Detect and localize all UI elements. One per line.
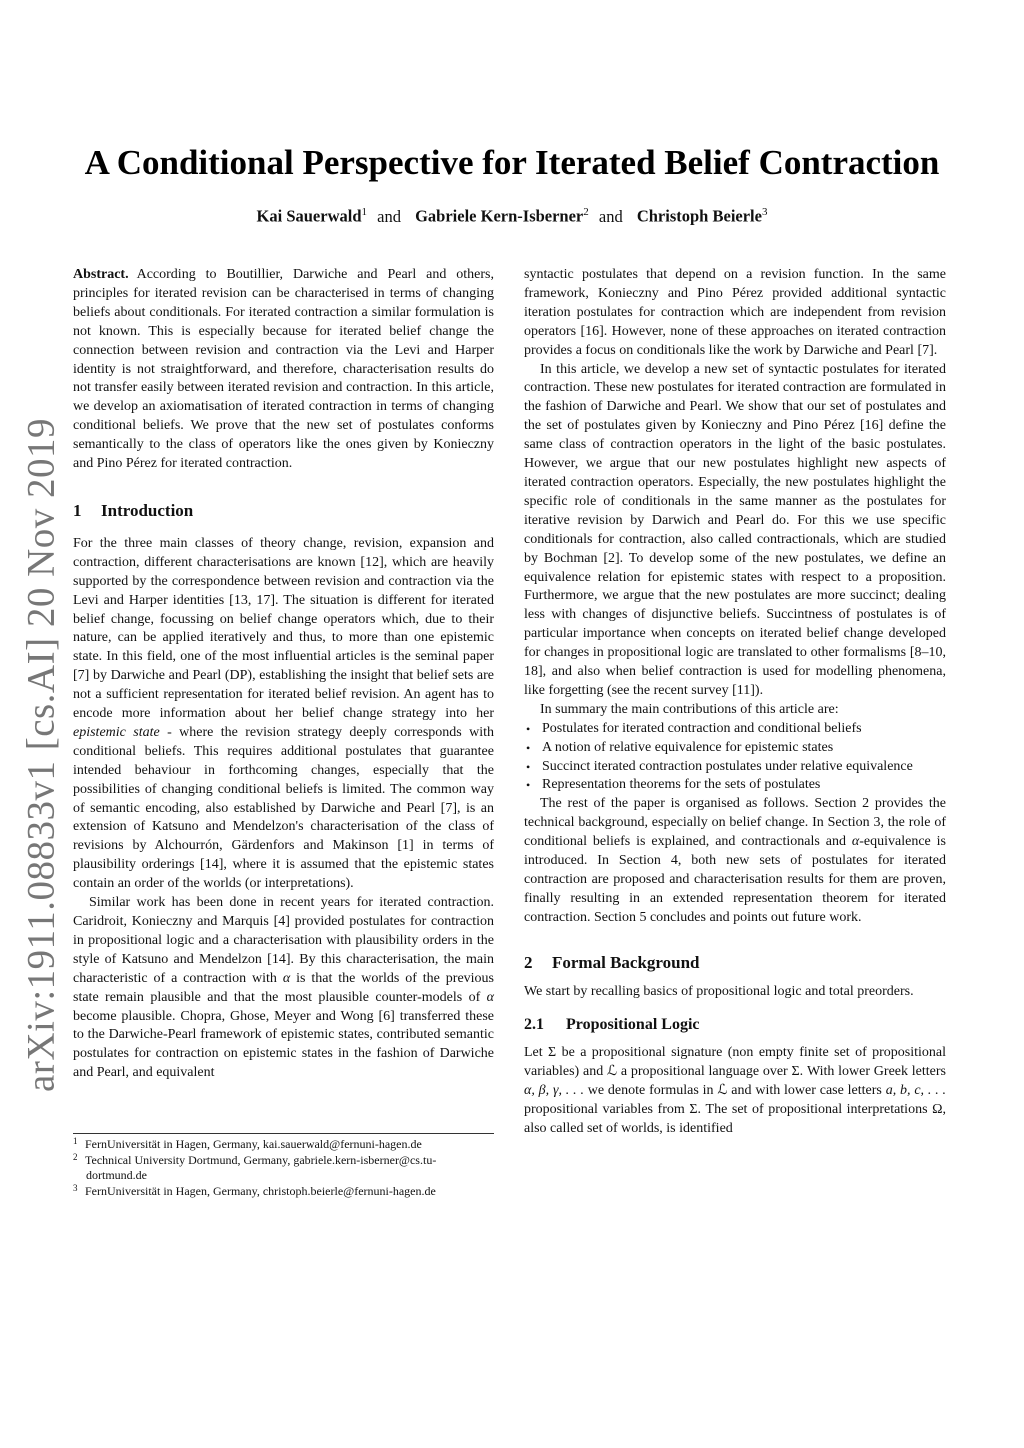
abstract <box>73 266 494 474</box>
list-item-text: Representation theorems for the sets of postulates <box>542 777 821 793</box>
bullet-icon: • <box>526 759 531 774</box>
footnote-mark: 3 <box>73 1182 78 1193</box>
intro-paragraph <box>73 894 494 1083</box>
right-column <box>524 266 946 1139</box>
subsection-heading-propositional-logic <box>524 1016 946 1035</box>
section-number: 2 <box>524 952 533 972</box>
paragraph-text: be a propositional signature (non empty finite set of propositional variables) and <box>524 1045 946 1080</box>
author-affiliation-mark: 2 <box>583 206 589 218</box>
list-item-text: Succinct iterated contraction postulates under relative equivalence <box>542 758 913 774</box>
section-heading-introduction <box>73 502 494 521</box>
math-alpha: α <box>282 970 291 986</box>
arxiv-identifier-stamp <box>16 418 66 1092</box>
paragraph-text: For the three main classes of theory change, revision, expansion and contraction, different characterisations are known [12], which are heavily supported by the correspondence between revision and contraction via the Levi and Harper identities [13, 17]. The situation is different for iterated belief change, focussing on belief change operators which, due to their nature, can be applied iteratively and thus, to more than one epistemic state. In this field, one of the most influential articles is the seminal paper [7] by Darwiche and Pearl (DP), establishing the insight that belief sets are not a sufficient representation for iterated belief revision. An agent has to encode more information about her belief change strategy into her <box>73 535 494 722</box>
math-omega: Ω <box>932 1102 943 1118</box>
section-number: 1 <box>73 500 82 520</box>
bullet-icon: • <box>526 721 531 736</box>
paragraph-text: -equivalence is introduced. In Section 4, both new sets of postulates for iterated contraction are proposed and characterisation results for them are proven, finally resulting in an extended representation theorem for iterated contraction. Section 5 concludes and points out future work. <box>524 834 947 925</box>
footnote <box>73 1137 494 1153</box>
intro-paragraph <box>73 535 494 894</box>
author-list <box>0 206 1024 227</box>
abstract-label: Abstract. <box>73 267 129 282</box>
author-name: Christoph Beierle <box>636 206 762 226</box>
footnote-rule <box>73 1133 494 1134</box>
paragraph-text: a propositional language over <box>620 1064 788 1080</box>
propositional-paragraph <box>524 1044 946 1139</box>
math-sigma: Σ <box>791 1064 800 1080</box>
footnotes <box>73 1133 494 1199</box>
abstract-text: According to Boutillier, Darwiche and Pearl and others, principles for iterated revision can be characterised in terms of changing beliefs about conditionals. For iterated contraction a similar formulation is not known. This is especially because for iterated belief change the connection between revision and contraction via the Levi and Harper identity is not straightforward, and therefore, characterisation results do not transfer easily between iterated revision and contraction. In this article, we develop an axiomatisation of iterated contraction in terms of changing conditional beliefs. We prove that the new set of postulates conforms semantically to the class of operators like the ones given by Konieczny and Pino Pérez for iterated contraction. <box>73 267 494 472</box>
math-alpha: α <box>486 989 494 1005</box>
paragraph-text: - where the revision strategy deeply corresponds with conditional beliefs. This requires additional postulates that guarantee intended behaviour in forthcoming changes, especially that the possibilities of changing conditional beliefs is limited. The common way of semantic encoding, also established by Darwiche and Pearl [7], is an extension of Katsuno and Mendelzon's characterisation of the class of revisions by Alchourrón, Gärdenfors and Makinson [1] in terms of plausibility orderings [14], where it is assumed that the epistemic states contain an order of the worlds (or interpretations). <box>73 724 495 892</box>
list-item <box>524 739 946 758</box>
paragraph-text: , also called set of worlds, is identified <box>524 1102 946 1137</box>
footnote <box>73 1184 494 1200</box>
contributions-list <box>524 720 946 796</box>
footnote-mark: 1 <box>73 1136 78 1146</box>
footnote <box>73 1153 494 1184</box>
author-name: Kai Sauerwald <box>256 206 362 226</box>
math-latin-letters: a, b, c, . . . <box>885 1083 947 1099</box>
intro-paragraph <box>524 795 946 927</box>
list-item <box>524 720 946 739</box>
left-column <box>73 266 494 1083</box>
emphasis-text: epistemic state <box>73 724 160 740</box>
math-alpha: α <box>851 834 860 850</box>
list-item-text: Postulates for iterated contraction and conditional beliefs <box>542 720 862 736</box>
math-sigma: Σ <box>689 1102 698 1118</box>
intro-paragraph: syntactic postulates that depend on a revision function. In the same framework, Konieczny and Pino Pérez provided additional syntactic iteration postulates for contraction which are independent from revision operators [16]. However, none of these approaches on iterated contraction provides a focus on conditionals like the work by Darwiche and Pearl [7]. <box>524 267 946 358</box>
intro-paragraph: In this article, we develop a new set of syntactic postulates for iterated contraction. These new postulates for iterated contraction are formulated in the fashion of Darwiche and Pearl. We show that our set of postulates and the set of postulates given by Konieczny and Pino Pérez [16] define the same class of contraction operators in the light of the basic postulates. However, we argue that our new postulates highlight new aspects of iterated contraction operators. Especially, the new postulates highlight the specific role of conditionals in the same manner as the postulates for iterative revision by Darwich and Pearl do. For this we use specific conditionals for contraction, also called contractionals, which are studied by Bochman [2]. To develop some of the new postulates, we define an equivalence relation for epistemic states with respect to a proposition. Furthermore, we argue that the new postulates are more succinct; dealing less with changes of disjunctive beliefs. Succintness of postulates is of particular importance when concepts on iterated belief change developed for changes in propositional logic are translated to other formalisms [8–10, 18], and also when belief contraction is used for modelling phenomena, like forgetting (see the recent survey [11]). <box>524 361 946 698</box>
paragraph-text: we denote formulas in <box>587 1083 714 1099</box>
list-item <box>524 776 946 795</box>
math-language: ℒ <box>717 1083 728 1099</box>
footnote-mark: 2 <box>73 1151 78 1162</box>
intro-paragraph: In summary the main contributions of this article are: <box>540 701 839 717</box>
paragraph-text: become plausible. Chopra, Ghose, Meyer and Wong [6] transferred these to the Darwiche-Pearl framework of epistemic states, contributed semantic postulates for contraction on epistemic states in the fashion of Darwiche and Pearl, and equivalent <box>73 1008 494 1081</box>
paragraph-text: Similar work has been done in recent years for iterated contraction. Caridroit, Konieczny and Marquis [4] provided postulates for contraction in propositional logic and a characterisation with plausibility orders in the style of Katsuno and Mendelzon [14]. By this characterisation, the main characteristic of a contraction with <box>73 895 494 986</box>
footnote-text: Technical University Dortmund, Germany, gabriele.kern-isberner@cs.tu- <box>85 1152 437 1167</box>
paragraph-text: Let <box>524 1045 543 1061</box>
paper-title: A Conditional Perspective for Iterated Belief Contraction <box>84 143 940 182</box>
author-separator: and <box>598 206 623 226</box>
bullet-icon: • <box>526 740 531 755</box>
author-name: Gabriele Kern-Isberner <box>415 206 584 226</box>
list-item <box>524 758 946 777</box>
author-separator: and <box>377 206 401 226</box>
paragraph-text: is that the worlds of the previous state remain plausible and that the most plausible counter-models of <box>73 970 495 1005</box>
subsection-title: Propositional Logic <box>566 1015 700 1033</box>
author-affiliation-mark: 3 <box>761 206 768 218</box>
paragraph-text: . With lower Greek letters <box>799 1064 946 1080</box>
paragraph-text: propositional variables from <box>524 1102 685 1118</box>
section-title: Introduction <box>101 500 194 520</box>
list-item-text: A notion of relative equivalence for epistemic states <box>542 739 834 755</box>
footnote-text-continued: dortmund.de <box>86 1168 147 1182</box>
math-sigma: Σ <box>548 1045 557 1061</box>
author-affiliation-mark: 1 <box>361 206 368 218</box>
arxiv-stamp-text: arXiv:1911.08833v1 [cs.AI] 20 Nov 2019 <box>19 418 63 1092</box>
footnote-text: FernUniversität in Hagen, Germany, kai.sauerwald@fernuni-hagen.de <box>85 1137 422 1151</box>
formal-paragraph: We start by recalling basics of propositional logic and total preorders. <box>524 983 914 999</box>
math-greek-letters: α, β, γ, . . . <box>524 1083 584 1099</box>
bullet-icon: • <box>526 778 531 793</box>
section-heading-formal-background <box>524 954 946 973</box>
subsection-number: 2.1 <box>524 1015 544 1033</box>
footnote-text: FernUniversität in Hagen, Germany, christoph.beierle@fernuni-hagen.de <box>85 1183 436 1198</box>
math-language: ℒ <box>606 1064 618 1080</box>
paragraph-text: and with lower case letters <box>731 1083 882 1099</box>
section-title: Formal Background <box>552 952 700 972</box>
paragraph-text: The rest of the paper is organised as follows. Section 2 provides the technical background, especially on belief change. In Section 3, the role of conditional beliefs is explained, and contractionals and <box>524 796 946 850</box>
paragraph-text: . The set of propositional interpretations <box>697 1102 928 1118</box>
